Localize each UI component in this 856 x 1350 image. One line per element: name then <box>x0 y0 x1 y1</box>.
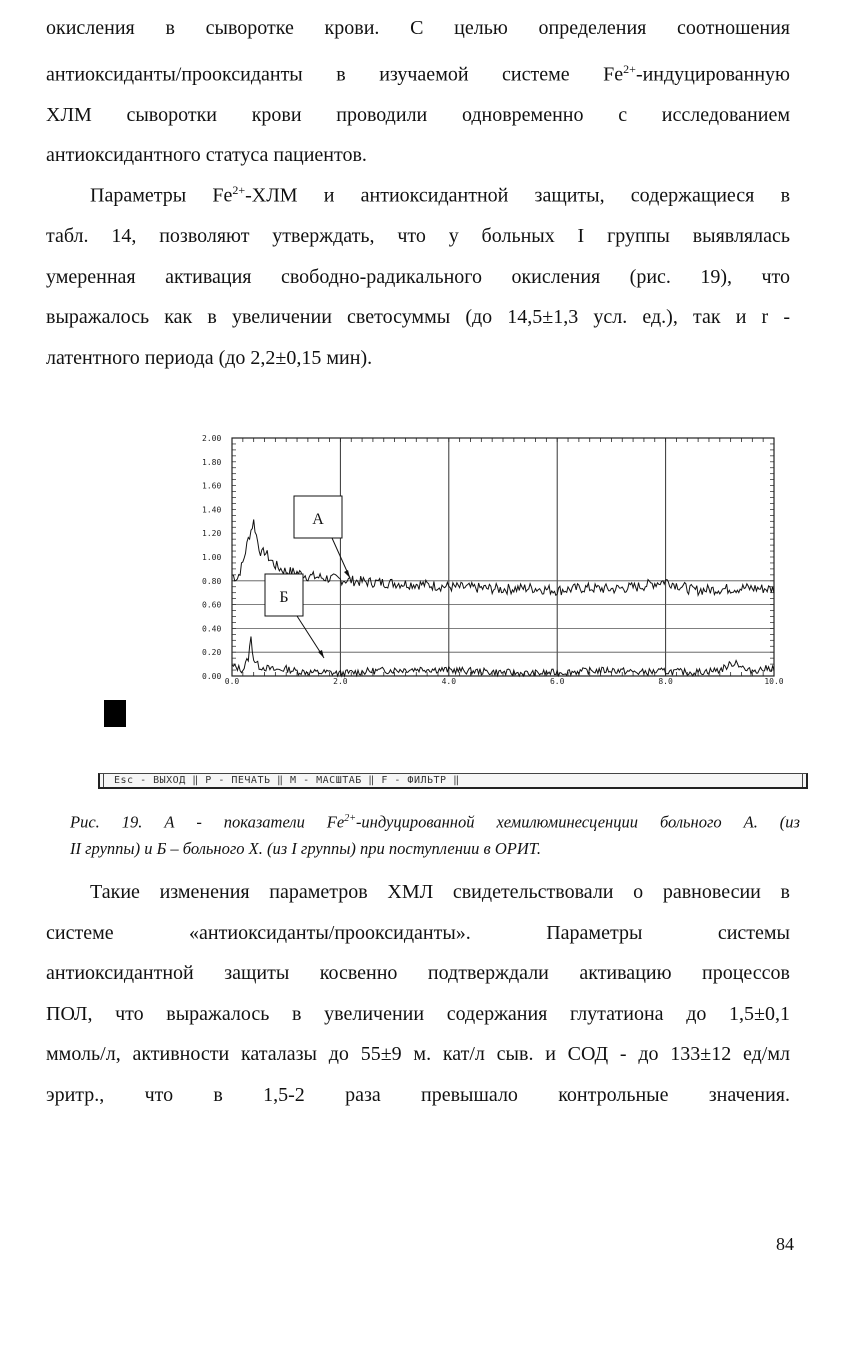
x-tick-labels <box>225 677 784 686</box>
caption-line: Рис. 19. А - показатели $Fe^{2+}$-индуцированной хемилюминесценции больного А. (из <box>70 812 800 832</box>
arrowhead-b <box>318 650 324 658</box>
text-line: Такие изменения параметров ХМЛ свидетельствовали о равновесии в <box>90 881 790 903</box>
arrowhead-a <box>344 570 350 578</box>
text-line: антиоксидантного статуса пациентов. <box>46 144 367 167</box>
text-line: ммоль/л, активности каталазы до 55±9 м. кат/л сыв. и СОД - до 133±12 ед/мл <box>46 1043 790 1065</box>
y-tick-label: 1.00 <box>202 553 222 562</box>
black-square <box>104 700 126 727</box>
text-line: системе «антиоксиданты/прооксиданты». Параметры системы <box>46 921 790 944</box>
status-bar: Esc - ВЫХОД ‖ Р - ПЕЧАТЬ ‖ М - МАСШТАБ ‖ F - ФИЛЬТР ‖ <box>98 773 808 789</box>
text-line: ХЛМ сыворотки крови проводили одновременно с исследованием <box>46 103 790 126</box>
annotation-label-b: Б <box>279 589 289 606</box>
text-line: Параметры $Fe^{2+}$-ХЛМ и антиоксидантной защиты, содержащиеся в <box>90 183 791 207</box>
text-line: антиоксиданты/прооксиданты в изучаемой системе $Fe^{2+}$-индуцированную <box>46 61 790 86</box>
y-tick-label: 0.20 <box>202 648 222 658</box>
x-tick-label: 8.0 <box>658 677 673 686</box>
text-line: эритр., что в 1,5-2 раза превышало контрольные значения. <box>46 1083 790 1106</box>
y-tick-label: 1.40 <box>202 505 222 515</box>
x-tick-label: 6.0 <box>549 677 565 686</box>
plot-frame <box>232 438 774 676</box>
text-line: ПОЛ, что выражалось в увеличении содержания глутатиона до 1,5±0,1 <box>46 1002 790 1025</box>
y-tick-labels <box>202 434 221 681</box>
chemiluminescence-chart <box>160 418 800 698</box>
x-tick-label: 4.0 <box>441 677 457 686</box>
text-line: умеренная активация свободно-радикального окисления (рис. 19), что <box>46 265 790 288</box>
chart-annotations <box>265 496 350 658</box>
paragraph-2 <box>46 170 790 378</box>
y-tick-label: 0.00 <box>202 672 222 681</box>
y-tick-label: 0.60 <box>202 600 222 610</box>
text-line: табл. 14, позволяют утверждать, что у больных I группы выявлялась <box>46 225 790 248</box>
text-line: латентного периода (до 2,2±0,15 мин). <box>46 346 373 369</box>
y-tick-label: 2.00 <box>202 434 222 443</box>
text-line: окисления в сыворотке крови. С целью определения соотношения <box>46 17 790 39</box>
x-tick-label: 0.0 <box>224 677 240 686</box>
text-line: антиоксидантной защиты косвенно подтверждали активацию процессов <box>46 962 790 984</box>
paragraph-3 <box>46 872 790 1115</box>
y-tick-label: 1.80 <box>202 457 222 467</box>
page-number: 84 <box>776 1234 794 1254</box>
y-tick-label: 1.20 <box>202 529 222 539</box>
caption-line: II группы) и Б – больного Х. (из I группы) при поступлении в ОРИТ. <box>70 838 541 858</box>
y-tick-label: 1.60 <box>202 481 222 491</box>
paragraph-1 <box>46 8 790 176</box>
text-line: выражалось как в увеличении светосуммы (до 14,5±1,3 усл. ед.), так и r - <box>46 306 790 329</box>
x-tick-label: 10.0 <box>764 677 784 686</box>
chart-grid <box>232 438 774 676</box>
y-tick-label: 0.40 <box>202 624 222 634</box>
y-tick-label: 0.80 <box>202 576 222 586</box>
x-tick-label: 2.0 <box>333 677 348 686</box>
series-line-b <box>232 637 774 677</box>
annotation-label-a: А <box>312 511 324 528</box>
figure-caption <box>70 806 800 862</box>
